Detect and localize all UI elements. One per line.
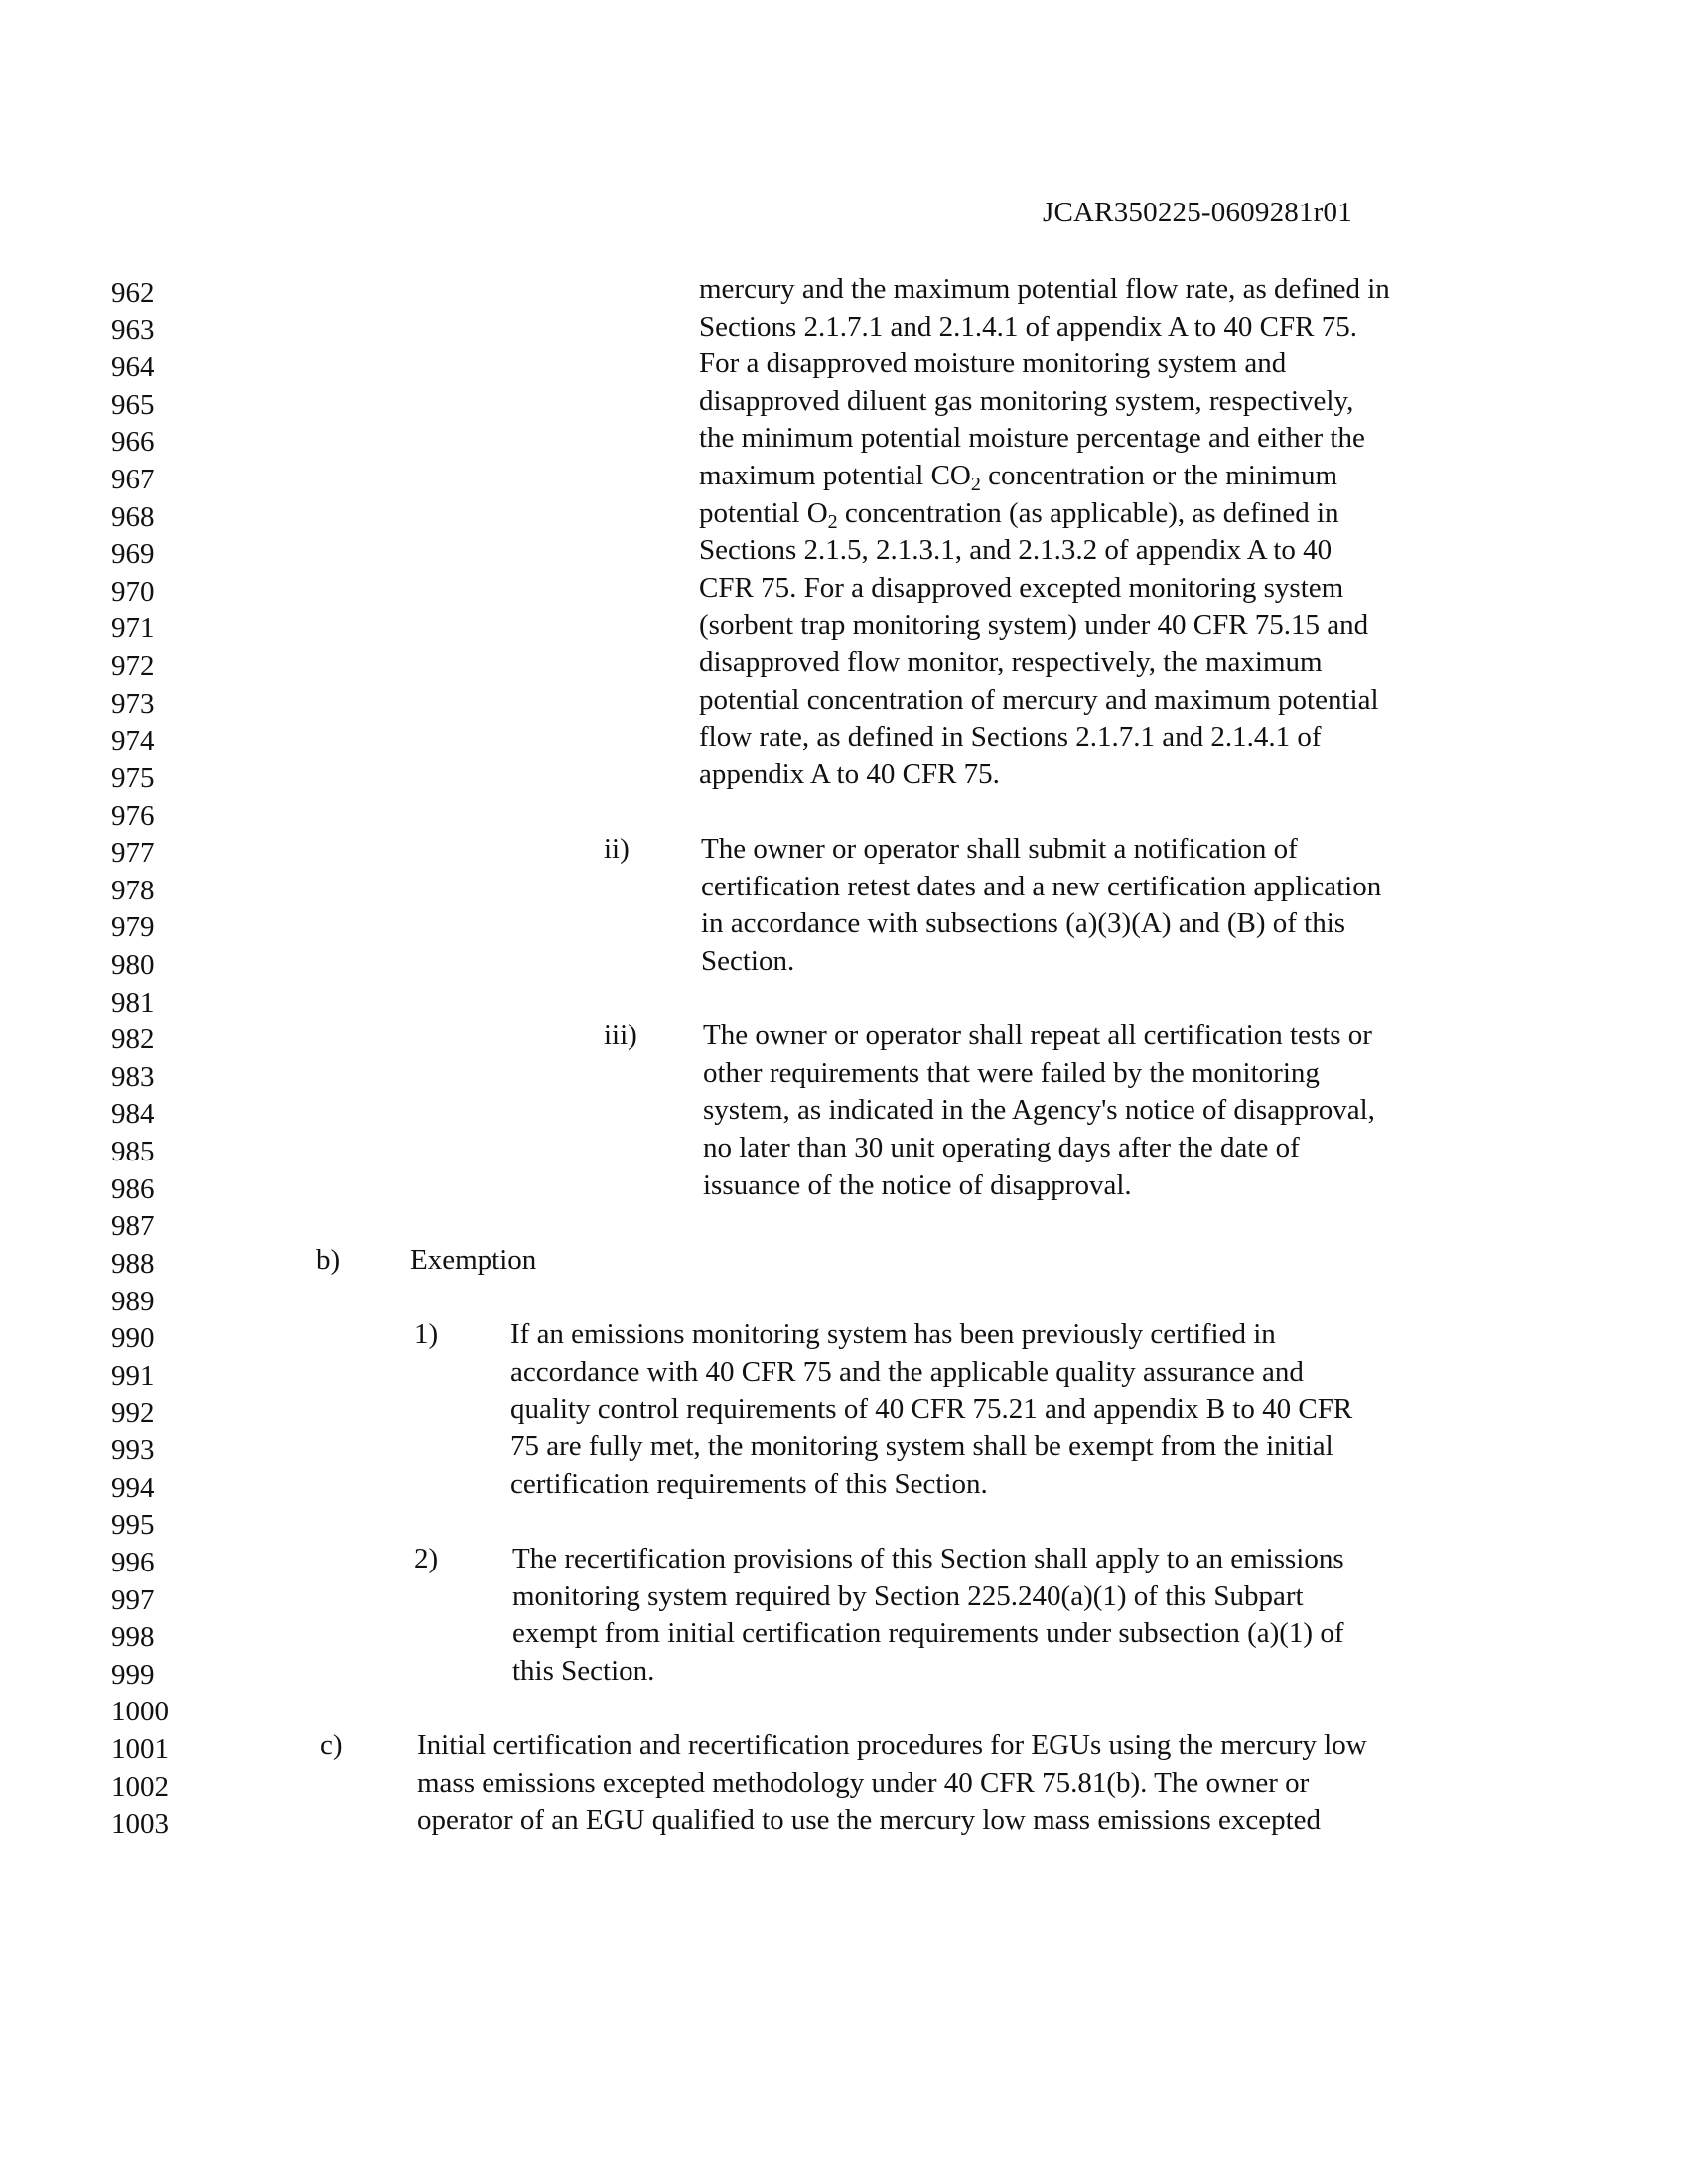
text-line: certification requirements of this Section.	[510, 1468, 988, 1500]
line-number: 999	[111, 1659, 155, 1691]
line-number: 983	[111, 1061, 155, 1093]
line-number: 990	[111, 1322, 155, 1354]
line-number: 963	[111, 314, 155, 345]
text-line: Sections 2.1.5, 2.1.3.1, and 2.1.3.2 of appendix A to 40	[699, 534, 1333, 566]
text-line: The owner or operator shall submit a notification of	[701, 833, 1298, 865]
text-line: Initial certification and recertification procedures for EGUs using the mercury low	[417, 1729, 1367, 1761]
text-line: For a disapproved moisture monitoring system and	[699, 347, 1287, 379]
line-number: 1002	[111, 1771, 169, 1803]
line-number: 962	[111, 277, 155, 309]
text-line: CFR 75. For a disapproved excepted monitoring system	[699, 572, 1344, 604]
line-number: 993	[111, 1434, 155, 1466]
text-line: Sections 2.1.7.1 and 2.1.4.1 of appendix A to 40 CFR 75.	[699, 311, 1357, 342]
text-line: accordance with 40 CFR 75 and the applicable quality assurance and	[510, 1356, 1304, 1388]
text-line: other requirements that were failed by the monitoring	[703, 1057, 1320, 1089]
line-number: 980	[111, 949, 155, 981]
text-line: potential concentration of mercury and maximum potential	[699, 684, 1379, 716]
text-line: monitoring system required by Section 225.240(a)(1) of this Subpart	[512, 1580, 1304, 1612]
document-id: JCAR350225-0609281r01	[1043, 197, 1352, 228]
line-number: 997	[111, 1584, 155, 1616]
line-number: 1003	[111, 1808, 169, 1840]
line-number: 984	[111, 1098, 155, 1130]
line-number: 976	[111, 800, 155, 832]
list-marker: 2)	[414, 1543, 439, 1574]
text-line: potential $O_2$ concentration (as applicable), as defined in	[699, 497, 1339, 533]
list-marker: ii)	[604, 833, 630, 865]
line-number: 986	[111, 1173, 155, 1205]
line-number: 974	[111, 725, 155, 756]
text-line: disapproved flow monitor, respectively, the maximum	[699, 646, 1323, 678]
text-line: maximum potential $CO_2$ concentration or the minimum	[699, 460, 1338, 495]
text-line: quality control requirements of 40 CFR 75.21 and appendix B to 40 CFR	[510, 1393, 1353, 1425]
text-line: no later than 30 unit operating days after the date of	[703, 1132, 1300, 1163]
line-number: 979	[111, 911, 155, 943]
line-number: 972	[111, 650, 155, 682]
line-number: 989	[111, 1286, 155, 1317]
text-line: The recertification provisions of this Section shall apply to an emissions	[512, 1543, 1344, 1574]
text-line: the minimum potential moisture percentage and either the	[699, 422, 1365, 454]
line-number: 971	[111, 613, 155, 644]
line-number: 994	[111, 1472, 155, 1504]
text-line: Section.	[701, 945, 795, 977]
list-marker: b)	[316, 1244, 341, 1276]
text-line: flow rate, as defined in Sections 2.1.7.1 and 2.1.4.1 of	[699, 721, 1322, 752]
line-number: 985	[111, 1136, 155, 1167]
text-line: 75 are fully met, the monitoring system shall be exempt from the initial	[510, 1431, 1333, 1462]
line-number: 970	[111, 576, 155, 608]
line-number: 966	[111, 426, 155, 458]
text-line: in accordance with subsections (a)(3)(A) and (B) of this	[701, 907, 1346, 939]
line-number: 982	[111, 1024, 155, 1055]
line-number: 987	[111, 1210, 155, 1242]
line-number: 969	[111, 538, 155, 570]
line-number: 973	[111, 688, 155, 720]
text-line: mass emissions excepted methodology under 40 CFR 75.81(b). The owner or	[417, 1767, 1310, 1799]
text-line: appendix A to 40 CFR 75.	[699, 758, 1000, 790]
text-line: (sorbent trap monitoring system) under 40 CFR 75.15 and	[699, 610, 1369, 641]
line-number: 975	[111, 762, 155, 794]
line-number: 1001	[111, 1733, 169, 1765]
list-marker: c)	[320, 1729, 343, 1761]
line-number: 992	[111, 1397, 155, 1429]
line-number: 996	[111, 1547, 155, 1578]
section-heading: Exemption	[410, 1244, 537, 1276]
line-number: 991	[111, 1360, 155, 1392]
text-line: The owner or operator shall repeat all certification tests or	[703, 1020, 1372, 1051]
line-number: 968	[111, 501, 155, 533]
line-number: 981	[111, 987, 155, 1019]
text-line: certification retest dates and a new certification application	[701, 871, 1382, 902]
text-line: If an emissions monitoring system has been previously certified in	[510, 1318, 1276, 1350]
text-line: this Section.	[512, 1655, 655, 1687]
line-number: 1000	[111, 1696, 169, 1727]
line-number: 965	[111, 389, 155, 421]
text-line: issuance of the notice of disapproval.	[703, 1169, 1132, 1201]
line-number: 978	[111, 875, 155, 906]
line-number: 998	[111, 1621, 155, 1653]
line-number: 988	[111, 1248, 155, 1280]
line-number: 967	[111, 464, 155, 495]
list-marker: iii)	[604, 1020, 637, 1051]
line-number: 977	[111, 837, 155, 869]
line-number: 995	[111, 1509, 155, 1541]
text-line: mercury and the maximum potential flow rate, as defined in	[699, 273, 1390, 305]
line-number: 964	[111, 351, 155, 383]
text-line: disapproved diluent gas monitoring system, respectively,	[699, 385, 1354, 417]
list-marker: 1)	[414, 1318, 439, 1350]
text-line: operator of an EGU qualified to use the mercury low mass emissions excepted	[417, 1804, 1322, 1836]
text-line: system, as indicated in the Agency's notice of disapproval,	[703, 1094, 1375, 1126]
text-line: exempt from initial certification requirements under subsection (a)(1) of	[512, 1617, 1344, 1649]
